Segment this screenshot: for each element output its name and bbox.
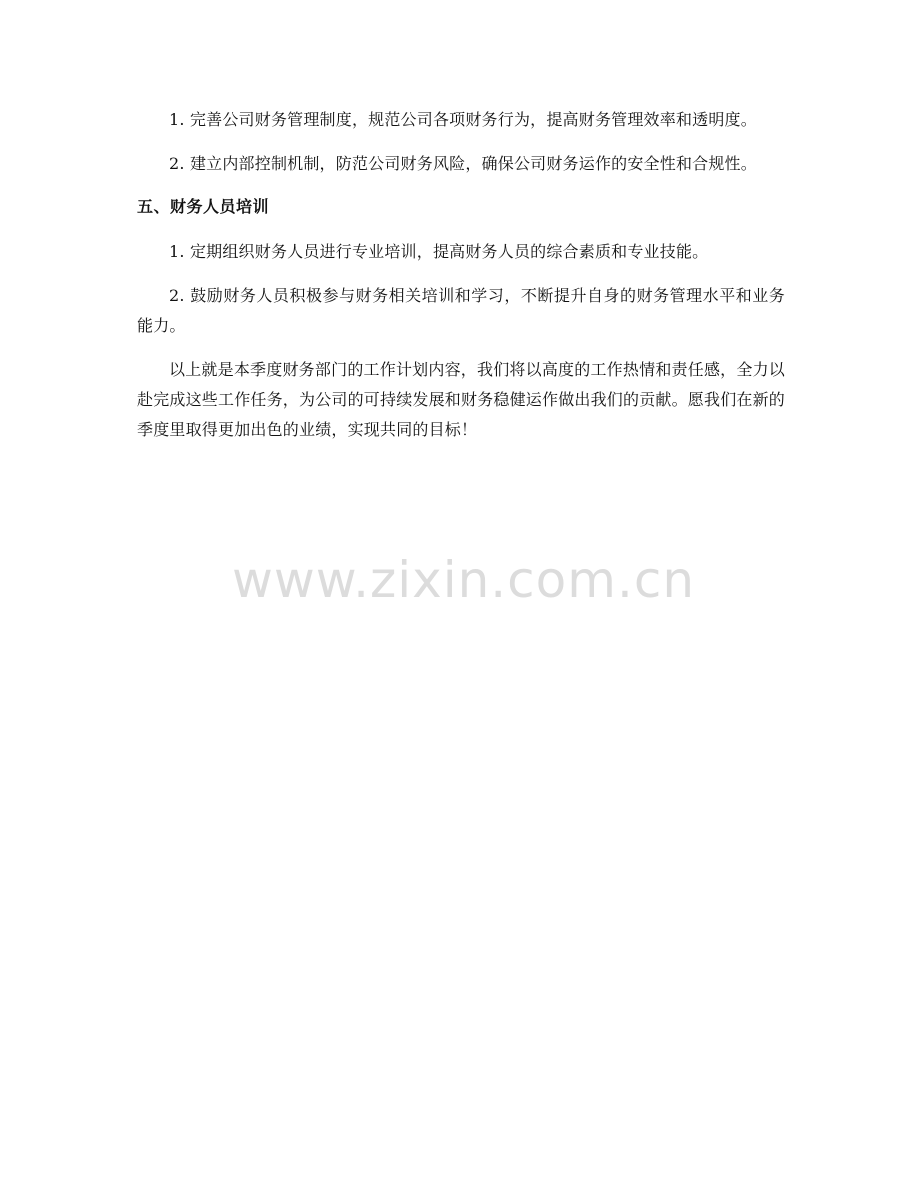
paragraph-4-2: 2. 建立内部控制机制，防范公司财务风险，确保公司财务运作的安全性和合规性。: [169, 154, 757, 173]
watermark-text: www.zixin.com.cn: [232, 551, 696, 609]
document-body: [137, 105, 785, 445]
paragraph-5-2: 2. 鼓励财务人员积极参与财务相关培训和学习，不断提升自身的财务管理水平和业务能力。: [137, 286, 785, 335]
section-heading-5: 五、财务人员培训: [137, 197, 270, 216]
paragraph-4-1: 1. 完善公司财务管理制度，规范公司各项财务行为，提高财务管理效率和透明度。: [169, 110, 757, 129]
conclusion-paragraph: 以上就是本季度财务部门的工作计划内容，我们将以高度的工作热情和责任感，全力以赴完成这些工作任务，为公司的可持续发展和财务稳健运作做出我们的贡献。愿我们在新的季度里取得更加出色的业绩，实现共同的目标！: [137, 360, 786, 439]
paragraph-5-1: 1. 定期组织财务人员进行专业培训，提高财务人员的综合素质和专业技能。: [169, 242, 709, 261]
